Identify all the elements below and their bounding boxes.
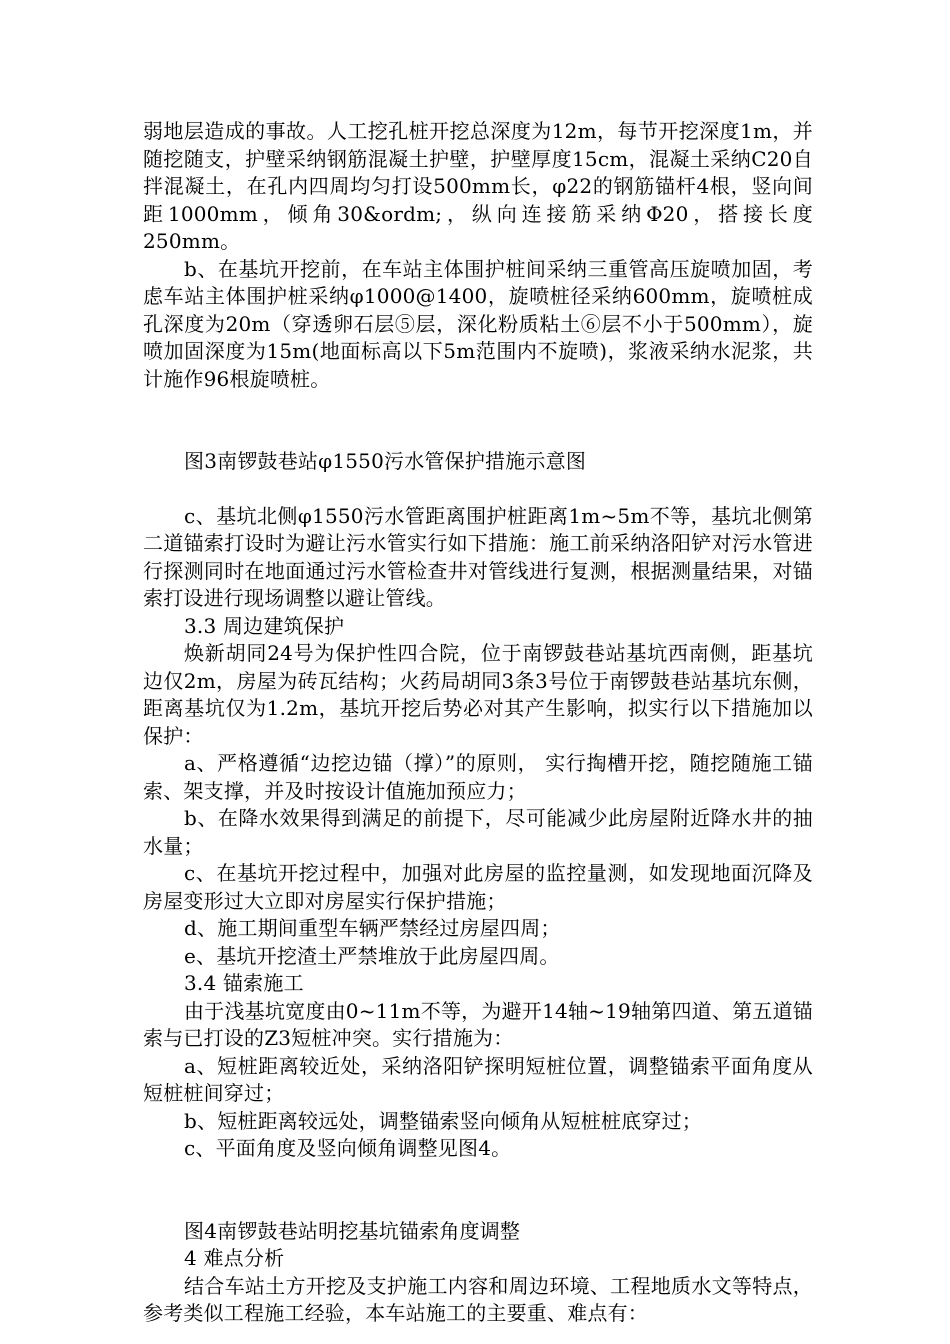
list-item-a-anchor: a、短桩距离较近处，采纳洛阳铲探明短桩位置，调整锚索平面角度从短桩桩间穿过；	[143, 1053, 813, 1105]
list-item-c-building: c、在基坑开挖过程中，加强对此房屋的监控量测，如发现地面沉降及房屋变形过大立即对房屋实行保护措施；	[143, 861, 813, 913]
figure-3-space	[143, 393, 813, 448]
paragraph-difficulty-analysis: 结合车站土方开挖及支护施工内容和周边环境、工程地质水文等特点，参考类似工程施工经验，本车站施工的主要重、难点有：	[143, 1273, 813, 1325]
section-heading-3-3: 3.3 周边建筑保护	[184, 613, 345, 638]
section-heading-3-4: 3.4 锚索施工	[184, 971, 304, 995]
list-item-b-anchor: b、短桩距离较远处，调整锚索竖向倾角从短桩桩底穿过；	[184, 1108, 703, 1133]
paragraph-anchor-construction: 由于浅基坑宽度由0~11m不等，为避开14轴~19轴第四道、第五道锚索与已打设的Z3短桩冲突。实行措施为：	[143, 998, 813, 1050]
list-item-b-building: b、在降水效果得到满足的前提下，尽可能减少此房屋附近降水井的抽水量；	[143, 806, 813, 858]
paragraph-sewer-protection: c、基坑北侧φ1550污水管距离围护桩距离1m~5m不等，基坑北侧第二道锚索打设时为避让污水管实行如下措施：施工前采纳洛阳铲对污水管进行探测同时在地面通过污水管检查井对管线进行复测，根据测量结果，对锚索打设进行现场调整以避让管线。	[143, 503, 813, 610]
figure-3-caption: 图3南锣鼓巷站φ1550污水管保护措施示意图	[184, 449, 587, 473]
figure-4-caption: 图4南锣鼓巷站明挖基坑锚索角度调整	[184, 1218, 521, 1243]
paragraph-building-protection: 焕新胡同24号为保护性四合院，位于南锣鼓巷站基坑西南侧，距基坑边仅2m，房屋为砖瓦结构；火药局胡同3条3号位于南锣鼓巷站基坑东侧，距离基坑仅为1.2m，基坑开挖后势必对其产生影响，拟实行以下措施加以保护：	[143, 641, 813, 748]
caption-gap	[143, 476, 813, 503]
list-item-e-building: e、基坑开挖渣土严禁堆放于此房屋四周。	[184, 943, 560, 968]
list-item-c-anchor: c、平面角度及竖向倾角调整见图4。	[184, 1136, 512, 1160]
paragraph-pile-excavation: 弱地层造成的事故。人工挖孔桩开挖总深度为12m，每节开挖深度1m，并随挖随支，护壁采纳钢筋混凝土护壁，护壁厚度15cm，混凝土采纳C20自拌混凝土，在孔内四周均匀打设500mm长，φ22的钢筋锚杆4根，竖向间距1000mm，倾角30&ordm;，纵向连接筋采纳Φ20，搭接长度250mm。	[143, 119, 813, 253]
figure-4-space	[143, 1163, 813, 1218]
list-item-d-building: d、施工期间重型车辆严禁经过房屋四周；	[184, 916, 561, 940]
paragraph-jet-grouting: b、在基坑开挖前，在车站主体围护桩间采纳三重管高压旋喷加固，考虑车站主体围护桩采纳φ1000@1400，旋喷桩径采纳600mm，旋喷桩成孔深度为20m（穿透卵石层⑤层，深化粉质粘土⑥层不小于500mm），旋喷加固深度为15m(地面标高以下5m范围内不旋喷)，浆液采纳水泥浆，共计施作96根旋喷桩。	[143, 256, 813, 391]
document-page	[143, 118, 813, 1328]
list-item-a-building: a、严格遵循“边挖边锚（撑）”的原则， 实行掏槽开挖，随挖随施工锚索、架支撑，并及时按设计值施加预应力；	[143, 751, 813, 803]
section-heading-4: 4 难点分析	[184, 1246, 285, 1270]
